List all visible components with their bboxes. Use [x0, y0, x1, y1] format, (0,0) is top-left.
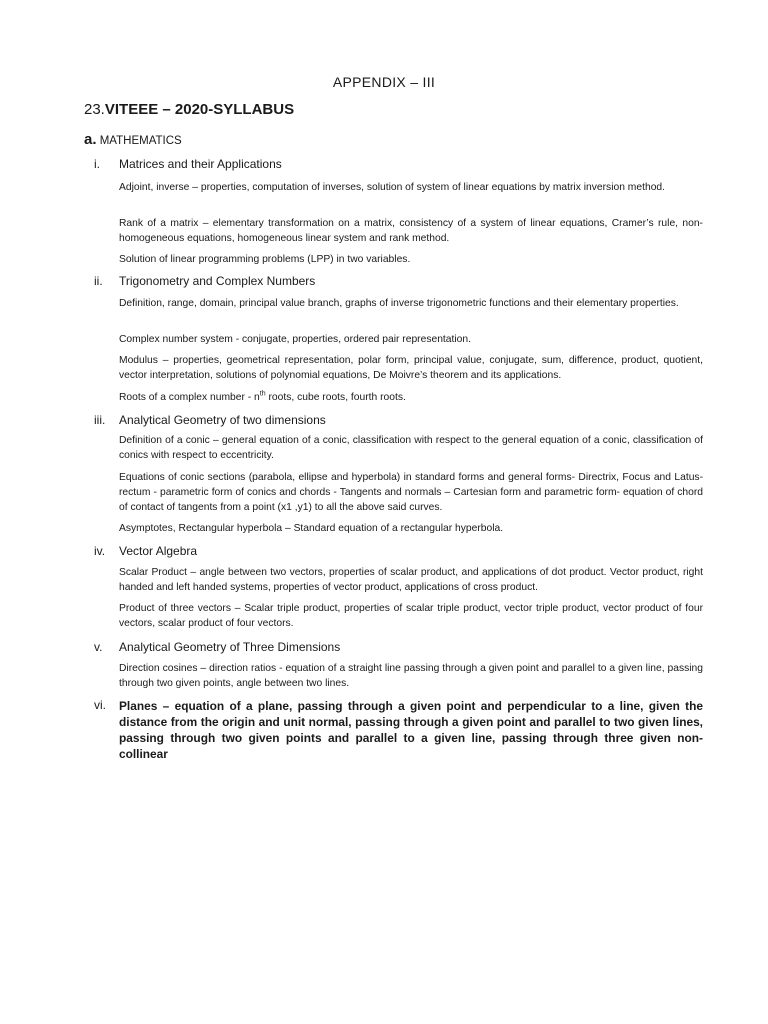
subsection-letter: a. [84, 131, 97, 148]
topic-paragraph: Adjoint, inverse – properties, computation of inverses, solution of system of linear equations by matrix inversion method. [119, 182, 666, 193]
topic-number: vi. [94, 698, 106, 712]
topic-paragraph: Solution of linear programming problems (LPP) in two variables. [119, 254, 411, 265]
roots-text: Roots of a complex number - n [119, 392, 260, 403]
subsection-heading [84, 131, 182, 148]
topic-paragraph: Direction cosines – direction ratios - equation of a straight line passing through a given point and parallel to a given line, passing through two given points, angle between two lines. [119, 663, 703, 689]
subsection-title: MATHEMATICS [99, 135, 182, 147]
topic-number: v. [94, 640, 103, 654]
roots-text-rest: roots, cube roots, fourth roots. [265, 392, 406, 403]
topic-paragraph: Definition, range, domain, principal value branch, graphs of inverse trigonometric functions and their elementary properties. [119, 298, 679, 309]
topic-number: iii. [94, 413, 106, 427]
topic-paragraph: Scalar Product – angle between two vectors, properties of scalar product, and applications of dot product. Vector product, right handed and left handed systems, properties of vector product, applications of cross product. [119, 567, 703, 593]
topic-title: Vector Algebra [119, 544, 198, 558]
appendix-title: APPENDIX – III [332, 74, 436, 90]
topic-number: ii. [94, 274, 103, 288]
topic-number: i. [94, 157, 100, 171]
section-title: VITEEE – 2020-SYLLABUS [104, 101, 295, 118]
topic-title: Matrices and their Applications [119, 157, 282, 171]
topic-title: Trigonometry and Complex Numbers [119, 274, 316, 288]
topic-paragraph: Definition of a conic – general equation of a conic, classification with respect to the general equation of a conic, classification of conics with respect to eccentricity. [119, 435, 703, 461]
topic-paragraph: Asymptotes, Rectangular hyperbola – Standard equation of a rectangular hyperbola. [119, 523, 504, 534]
topic-paragraph: Equations of conic sections (parabola, ellipse and hyperbola) in standard forms and general forms- Directrix, Focus and Latus-rectum - parametric form of conics and chords - Tangents and normals – Cartesian form and parametric form- equation of chord of contact of tangents from a point (x1 ,y1) to all the above said curves. [119, 472, 703, 513]
topic-number: iv. [94, 544, 106, 558]
topic-paragraph: Complex number system - conjugate, properties, ordered pair representation. [119, 334, 471, 345]
topic-paragraph: Product of three vectors – Scalar triple product, properties of scalar triple product, vector triple product, vector product of four vectors, scalar product of four vectors. [119, 603, 703, 629]
section-number: 23. [84, 101, 105, 118]
topic-paragraph: Modulus – properties, geometrical representation, polar form, principal value, conjugate, sum, difference, product, quotient, vector interpretation, solutions of polynomial equations, De Moivre’s theorem and its applications. [119, 355, 703, 381]
topic-title: Analytical Geometry of Three Dimensions [119, 640, 341, 654]
topic-title: Planes – equation of a plane, passing through a given point and perpendicular to a line, given the distance from the origin and unit normal, passing through a given point and parallel to two given lines, passing through two given points and parallel to a given line, passing through three given non-collinear [119, 699, 703, 761]
topic-paragraph: Rank of a matrix – elementary transformation on a matrix, consistency of a system of linear equations, Cramer’s rule, non-homogeneous equations, homogeneous linear system and rank method. [119, 218, 703, 244]
topic-paragraph [119, 390, 703, 405]
superscript-th: th [259, 390, 266, 398]
section-heading [84, 101, 294, 118]
topic-title: Analytical Geometry of two dimensions [119, 413, 326, 427]
